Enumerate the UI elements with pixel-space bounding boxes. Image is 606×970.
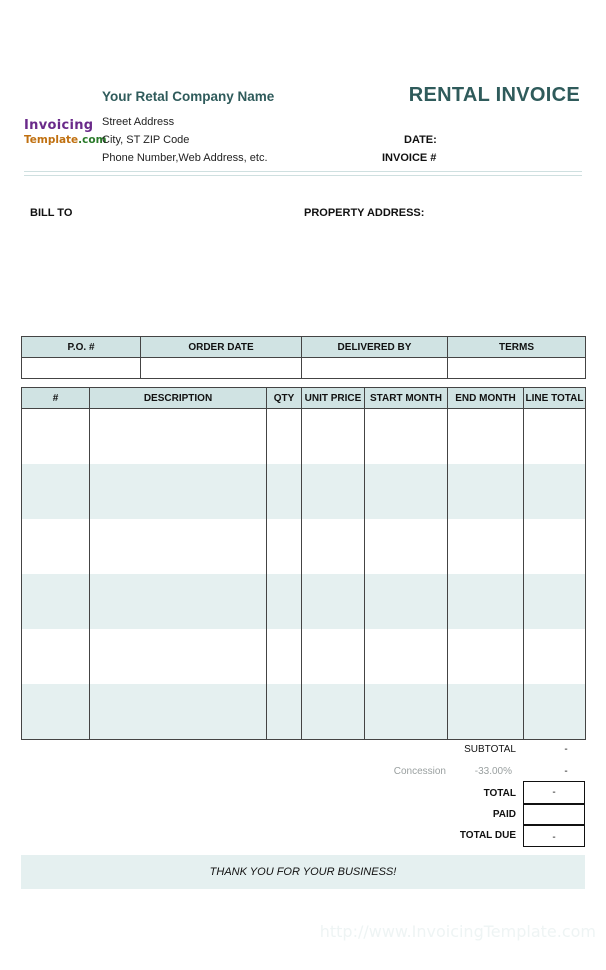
company-name: Your Retal Company Name (102, 89, 275, 104)
line-items-table (21, 387, 586, 740)
total-due-value-box[interactable]: - (523, 825, 585, 847)
item-cell[interactable] (22, 629, 90, 684)
table-row (22, 684, 586, 740)
paid-input[interactable] (523, 804, 585, 825)
order-date-header: ORDER DATE (141, 337, 302, 358)
item-cell[interactable] (524, 629, 586, 684)
item-cell[interactable] (448, 574, 524, 629)
line-total-header: LINE TOTAL (524, 388, 586, 409)
table-row (22, 409, 586, 465)
total-due-label: TOTAL DUE (459, 830, 516, 841)
thank-you-banner: THANK YOU FOR YOUR BUSINESS! (21, 855, 585, 889)
logo-line2 (24, 133, 107, 147)
terms-cell[interactable] (448, 358, 586, 379)
item-cell[interactable] (267, 519, 302, 574)
item-cell[interactable] (90, 409, 267, 465)
logo-word: Template (24, 134, 79, 146)
item-cell[interactable] (90, 684, 267, 740)
terms-header: TERMS (448, 337, 586, 358)
end-month-header: END MONTH (448, 388, 524, 409)
item-cell[interactable] (22, 684, 90, 740)
order-date-cell[interactable] (141, 358, 302, 379)
item-cell[interactable] (267, 684, 302, 740)
item-cell[interactable] (365, 684, 448, 740)
item-cell[interactable] (448, 464, 524, 519)
item-cell[interactable] (302, 519, 365, 574)
paid-label: PAID (492, 809, 516, 820)
item-cell[interactable] (267, 629, 302, 684)
item-cell[interactable] (22, 409, 90, 465)
total-label: TOTAL (483, 788, 516, 799)
item-cell[interactable] (365, 574, 448, 629)
order-info-table (21, 336, 586, 379)
item-number-header: # (22, 388, 90, 409)
table-row (22, 464, 586, 519)
item-cell[interactable] (524, 464, 586, 519)
table-row (22, 629, 586, 684)
property-address-label: PROPERTY ADDRESS: (304, 207, 425, 219)
item-cell[interactable] (302, 629, 365, 684)
item-cell[interactable] (365, 464, 448, 519)
logo-domain: .com (78, 134, 107, 146)
delivered-by-cell[interactable] (302, 358, 448, 379)
item-cell[interactable] (90, 574, 267, 629)
item-cell[interactable] (302, 409, 365, 465)
item-cell[interactable] (267, 574, 302, 629)
subtotal-value: - (564, 744, 568, 755)
item-cell[interactable] (448, 684, 524, 740)
item-cell[interactable] (90, 629, 267, 684)
header-divider-2 (24, 175, 582, 176)
po-header: P.O. # (22, 337, 141, 358)
item-cell[interactable] (267, 409, 302, 465)
item-cell[interactable] (22, 519, 90, 574)
date-label: DATE: (404, 134, 437, 146)
delivered-by-header: DELIVERED BY (302, 337, 448, 358)
concession-value: - (564, 766, 568, 777)
concession-rate: -33.00% (474, 766, 512, 777)
qty-header: QTY (267, 388, 302, 409)
table-row (22, 574, 586, 629)
invoice-number-label: INVOICE # (382, 152, 437, 164)
unit-price-header: UNIT PRICE (302, 388, 365, 409)
company-logo (24, 118, 107, 156)
watermark: http://www.InvoicingTemplate.com (319, 922, 596, 941)
subtotal-label: SUBTOTAL (464, 744, 516, 755)
item-cell[interactable] (22, 574, 90, 629)
item-cell[interactable] (448, 409, 524, 465)
table-row (22, 519, 586, 574)
item-cell[interactable] (267, 464, 302, 519)
start-month-header: START MONTH (365, 388, 448, 409)
item-cell[interactable] (22, 464, 90, 519)
item-cell[interactable] (302, 684, 365, 740)
city-state-zip: City, ST ZIP Code (102, 134, 190, 146)
description-header: DESCRIPTION (90, 388, 267, 409)
item-cell[interactable] (524, 684, 586, 740)
item-cell[interactable] (302, 464, 365, 519)
item-cell[interactable] (90, 464, 267, 519)
po-cell[interactable] (22, 358, 141, 379)
item-cell[interactable] (524, 574, 586, 629)
item-cell[interactable] (448, 629, 524, 684)
street-address: Street Address (102, 116, 175, 128)
contact-info: Phone Number,Web Address, etc. (102, 152, 268, 164)
concession-label: Concession (393, 766, 446, 777)
header-divider (24, 171, 582, 172)
item-cell[interactable] (302, 574, 365, 629)
bill-to-label: BILL TO (30, 207, 73, 219)
item-cell[interactable] (90, 519, 267, 574)
item-cell[interactable] (524, 519, 586, 574)
item-cell[interactable] (524, 409, 586, 465)
logo-line1: Invoicing (24, 118, 94, 133)
total-value-box[interactable]: - (523, 781, 585, 804)
item-cell[interactable] (365, 409, 448, 465)
item-cell[interactable] (365, 629, 448, 684)
item-cell[interactable] (448, 519, 524, 574)
invoice-title: RENTAL INVOICE (408, 84, 580, 106)
item-cell[interactable] (365, 519, 448, 574)
